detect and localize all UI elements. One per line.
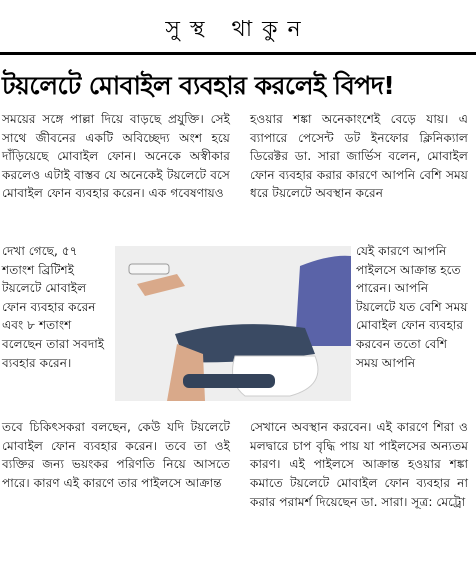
right-column-top	[250, 110, 468, 203]
left-bottom-paragraph: তবে চিকিৎসকরা বলছেন, কেউ যদি টয়লেটে মোবাইল ফোন ব্যবহার করেন। তবে তা ওই ব্যক্তির জন্য ভয়ংকর পরিণতি নিয়ে আসতে পারে। কারণ এই কারণে তার পাইলসে আক্রান্ত	[2, 420, 230, 490]
article-photo	[115, 246, 351, 401]
section-header	[0, 0, 476, 55]
person-on-toilet-illustration	[115, 246, 351, 401]
right-float-paragraph: যেই কারণে আপনি পাইলসে আক্রান্ত হতে পারেন। আপনি টয়লেটে যত বেশি সময় মোবাইল ফোন ব্যবহার করবেন ততো বেশি সময় আপনি	[356, 244, 468, 370]
left-column-top	[2, 110, 230, 203]
left-float-paragraph: দেখা গেছে, ৫৭ শতাংশ ব্রিটিশই টয়লেটে মোবাইল ফোন ব্যবহার করেন এবং ৮ শতাংশ বলেছেন তারা সবদাই ব্যবহার করেন।	[2, 244, 105, 370]
right-top-paragraph: হওয়ার শঙ্কা অনেকাংশেই বেড়ে যায়। এ ব্যাপারে পেসেন্ট ডট ইনফোর ক্লিনিক্যাল ডিরেক্টর ডা. সারা জার্ভিস বলেন, মোবাইল ফোন ব্যবহার করার কারণে আপনি বেশি সময় ধরে টয়লেটে অবস্থান করেন	[250, 112, 468, 201]
headline: টয়লেটে মোবাইল ব্যবহার করলেই বিপদ!	[2, 71, 395, 100]
article-body	[0, 106, 476, 566]
section-title: সুস্থ থাকুন	[165, 17, 311, 42]
left-column-bottom	[2, 406, 230, 505]
right-bottom-paragraph: সেখানে অবস্থান করবেন। এই কারণে শিরা ও মলদ্বারে চাপ বৃদ্ধি পায় যা পাইলসের অন্যতম কারণ। এই পাইলসে আক্রান্ত হওয়ার শঙ্কা কমাতে টয়লেটে মোবাইল ফোন ব্যবহার না করার পরামর্শ দিয়েছেন ডা. সারা। সূত্র: মেট্রো	[250, 420, 468, 509]
right-column-bottom	[250, 406, 468, 523]
left-top-paragraph: সময়ের সঙ্গে পাল্লা দিয়ে বাড়ছে প্রযুক্তি। সেই সাথে জীবনের একটি অবিচ্ছেদ্য অংশ হয়ে দাঁড়িয়েছে মোবাইল ফোন। অনেকে অস্বীকার করলেও এটাই বাস্তব যে অনেকেই টয়লেটে বসে মোবাইল ফোন ব্যবহার করেন। এক গবেষণায়ও	[2, 112, 230, 201]
